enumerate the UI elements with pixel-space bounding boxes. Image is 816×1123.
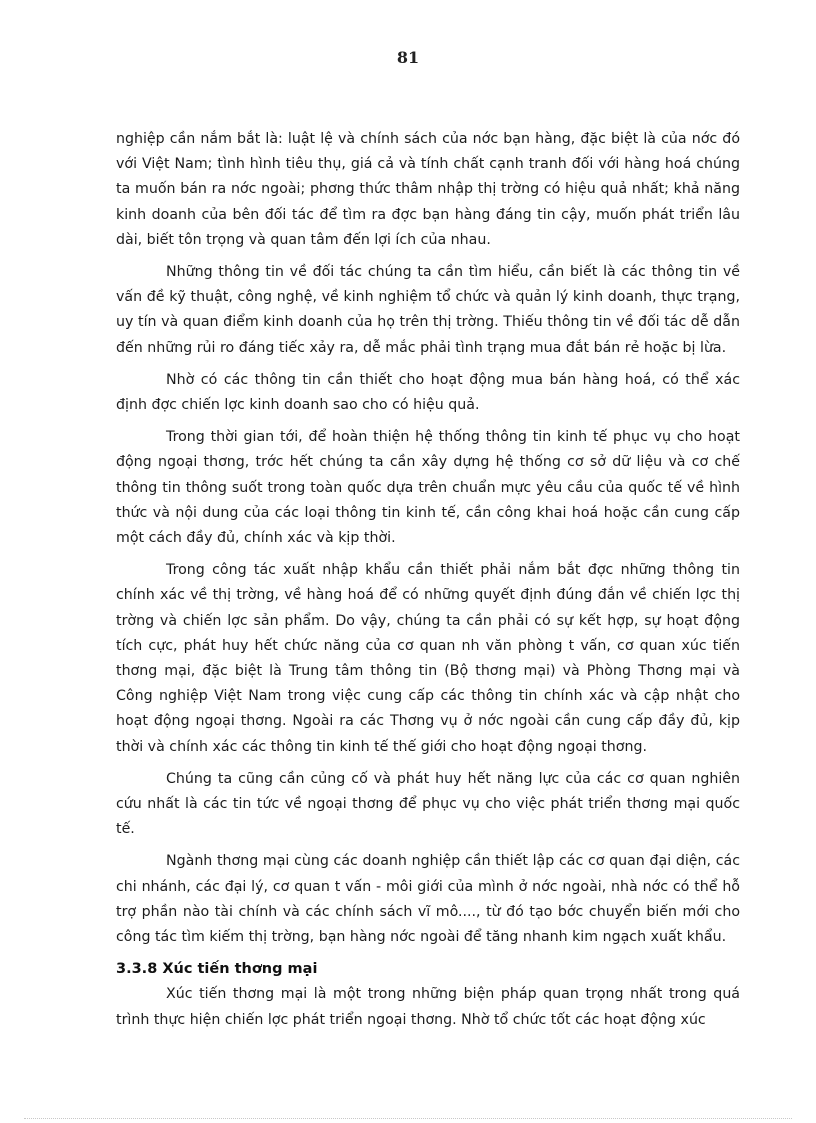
footer-divider [24, 1118, 792, 1119]
section-heading: 3.3.8 Xúc tiến thơng mại [116, 961, 318, 978]
paragraph-information-system: Trong thời gian tới, để hoàn thiện hệ thống thông tin kinh tế phục vụ cho hoạt động ngoại thơng, trớc hết chúng ta cần xây dựng hệ thống cơ sở dữ liệu và cơ chế thông tin thông suốt trong toàn quốc dựa trên chuẩn mực yêu cầu của quốc tế về hình thức và nội dung của các loại thông tin kinh tế, cần công khai hoá hoặc cần cung cấp một cách đầy đủ, chính xác và kịp thời. [116, 429, 740, 547]
paragraph-continuation: nghiệp cần nắm bắt là: luật lệ và chính sách của nớc bạn hàng, đặc biệt là của nớc đó với Việt Nam; tình hình tiêu thụ, giá cả và tính chất cạnh tranh đối với hàng hoá chúng ta muốn bán ra nớc ngoài; phơng thức thâm nhập thị trờng có hiệu quả nhất; khả năng kinh doanh của bên đối tác để tìm ra đợc bạn hàng đáng tin cậy, muốn phát triển lâu dài, biết tôn trọng và quan tâm đến lợi ích của nhau. [116, 131, 740, 248]
paragraph-strategy: Nhờ có các thông tin cần thiết cho hoạt động mua bán hàng hoá, có thể xác định đợc chiến lợc kinh doanh sao cho có hiệu quả. [116, 371, 740, 414]
paragraph-trade-representatives: Ngành thơng mại cùng các doanh nghiệp cần thiết lập các cơ quan đại diện, các chi nhánh, các đại lý, cơ quan t vấn - môi giới của mình ở nớc ngoài, nhà nớc có thể hỗ trợ phần nào tài chính và các chính sách vĩ mô...., từ đó tạo bớc chuyển biến mới cho công tác tìm kiếm thị trờng, bạn hàng nớc ngoài để tăng nhanh kim ngạch xuất khẩu. [116, 853, 740, 946]
paragraph-import-export: Trong công tác xuất nhập khẩu cần thiết phải nắm bắt đợc những thông tin chính xác về thị trờng, về hàng hoá để có những quyết định đúng đắn về chiến lợc thị trờng và chiến lợc sản phẩm. Do vậy, chúng ta cần phải có sự kết hợp, sự hoạt động tích cực, phát huy hết chức năng của cơ quan nh văn phòng t vấn, cơ quan xúc tiến thơng mại, đặc biệt là Trung tâm thông tin (Bộ thơng mại) và Phòng Thơng mại và Công nghiệp Việt Nam trong việc cung cấp các thông tin chính xác và cập nhật cho hoạt động ngoại thơng. Ngoài ra các Thơng vụ ở nớc ngoài cần cung cấp đầy đủ, kịp thời và chính xác các thông tin kinh tế thế giới cho hoạt động ngoại thơng. [116, 562, 740, 755]
paragraph-trade-promotion: Xúc tiến thơng mại là một trong những biện pháp quan trọng nhất trong quá trình thực hiện chiến lợc phát triển ngoại thơng. Nhờ tổ chức tốt các hoạt động xúc [116, 986, 740, 1028]
paragraph-partner-info: Những thông tin về đối tác chúng ta cần tìm hiểu, cần biết là các thông tin về vấn đề kỹ thuật, công nghệ, về kinh nghiệm tổ chức và quản lý kinh doanh, thực trạng, uy tín và quan điểm kinh doanh của họ trên thị trờng. Thiếu thông tin về đối tác dễ dẫn đến những rủi ro đáng tiếc xảy ra, dễ mắc phải tình trạng mua đắt bán rẻ hoặc bị lừa. [116, 264, 740, 356]
document-body [116, 127, 740, 1040]
paragraph-research-agencies: Chúng ta cũng cần củng cố và phát huy hết năng lực của các cơ quan nghiên cứu nhất là các tin tức về ngoại thơng để phục vụ cho việc phát triển thơng mại quốc tế. [116, 770, 740, 838]
page-number: 81 [396, 48, 420, 67]
